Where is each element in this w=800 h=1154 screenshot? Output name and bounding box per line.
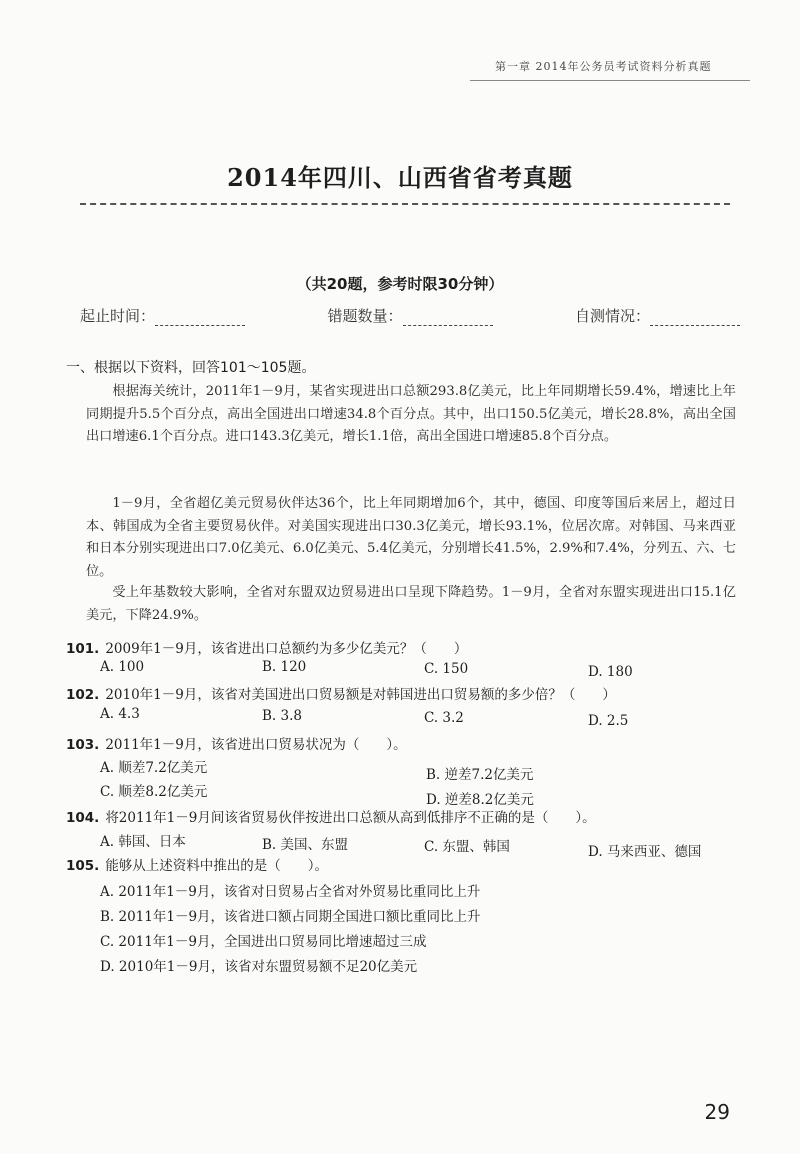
page-number: 29 [704, 1100, 730, 1124]
question-102 [66, 683, 746, 703]
title-divider [80, 203, 730, 205]
question-text: 2011年1－9月，该省进出口贸易状况为（ ）。 [105, 737, 407, 753]
field-result-blank[interactable] [650, 311, 740, 326]
option-101-d[interactable]: D. 180 [588, 664, 633, 680]
option-102-b[interactable]: B. 3.8 [262, 708, 302, 724]
question-text: 2010年1－9月，该省对美国进出口贸易额是对韩国进出口贸易额的多少倍？（ ） [105, 687, 616, 703]
paragraph-3: 受上年基数较大影响，全省对东盟双边贸易进出口呈现下降趋势。1－9月，全省对东盟实现进出口15.1亿美元，下降24.9%。 [86, 585, 736, 623]
option-105-b[interactable]: B. 2011年1－9月，该省进口额占同期全国进口额比重同比上升 [100, 909, 481, 925]
option-104-c[interactable]: C. 东盟、韩国 [424, 839, 510, 855]
option-105-a[interactable]: A. 2011年1－9月，该省对日贸易占全省对外贸易比重同比上升 [100, 884, 481, 900]
option-102-d[interactable]: D. 2.5 [588, 713, 629, 729]
page-subtitle: （共20题，参考时限30分钟） [296, 275, 504, 293]
field-errors: 错题数量： [327, 305, 492, 326]
header-divider [470, 80, 750, 81]
question-103 [66, 733, 746, 753]
option-101-c[interactable]: C. 150 [424, 661, 469, 677]
question-101 [66, 637, 746, 657]
field-errors-blank[interactable] [403, 311, 493, 326]
question-105 [66, 854, 746, 874]
paragraph-1: 根据海关统计，2011年1－9月，某省实现进出口总额293.8亿美元，比上年同期增长59.4%，增速比上年同期提升5.5个百分点，高出全国进出口增速34.8个百分点。其中，出口150.5亿美元，增长28.8%，高出全国出口增速6.1个百分点。进口143.3亿美元，增长1.1倍，高出全国进口增速85.8个百分点。 [86, 384, 736, 444]
running-header: 第一章 2014年公务员考试资料分析真题 [495, 60, 712, 73]
option-103-c[interactable]: C. 顺差8.2亿美元 [100, 784, 208, 800]
option-101-a[interactable]: A. 100 [100, 659, 145, 675]
self-test-fields [80, 305, 740, 326]
option-103-b[interactable]: B. 逆差7.2亿美元 [426, 767, 534, 783]
option-103-d[interactable]: D. 逆差8.2亿美元 [426, 792, 534, 808]
option-103-a[interactable]: A. 顺差7.2亿美元 [100, 760, 208, 776]
question-number: 102. [66, 687, 100, 703]
paragraph-2: 1－9月，全省超亿美元贸易伙伴达36个，比上年同期增加6个，其中，德国、印度等国后来居上，超过日本、韩国成为全省主要贸易伙伴。对美国实现进出口30.3亿美元，增长93.1%，位居次席。对韩国、马来西亚和日本分别实现进出口7.0亿美元、6.0亿美元、5.4亿美元，分别增长41.5%，2.9%和7.4%，分列五、六、七位。 [86, 496, 736, 579]
field-result: 自测情况： [575, 305, 740, 326]
option-105-c[interactable]: C. 2011年1－9月，全国进出口贸易同比增速超过三成 [100, 934, 427, 950]
field-time: 起止时间： [80, 305, 245, 326]
question-number: 104. [66, 810, 100, 826]
page-title: 2014年四川、山西省省考真题 [227, 163, 573, 192]
option-104-d[interactable]: D. 马来西亚、德国 [588, 844, 702, 860]
option-105-d[interactable]: D. 2010年1－9月，该省对东盟贸易额不足20亿美元 [100, 959, 418, 975]
field-time-blank[interactable] [155, 311, 245, 326]
question-text: 2009年1－9月，该省进出口总额约为多少亿美元？（ ） [105, 641, 468, 657]
option-101-b[interactable]: B. 120 [262, 659, 307, 675]
question-number: 101. [66, 641, 100, 657]
section-heading: 一、根据以下资料，回答101～105题。 [66, 360, 316, 376]
question-104 [66, 806, 746, 826]
option-102-c[interactable]: C. 3.2 [424, 710, 464, 726]
option-102-a[interactable]: A. 4.3 [100, 706, 140, 722]
option-104-a[interactable]: A. 韩国、日本 [100, 834, 186, 850]
question-number: 105. [66, 858, 100, 874]
question-text: 将2011年1－9月间该省贸易伙伴按进出口总额从高到低排序不正确的是（ ）。 [105, 810, 596, 826]
option-104-b[interactable]: B. 美国、东盟 [262, 837, 349, 853]
question-number: 103. [66, 737, 100, 753]
question-text: 能够从上述资料中推出的是（ ）。 [105, 858, 329, 874]
